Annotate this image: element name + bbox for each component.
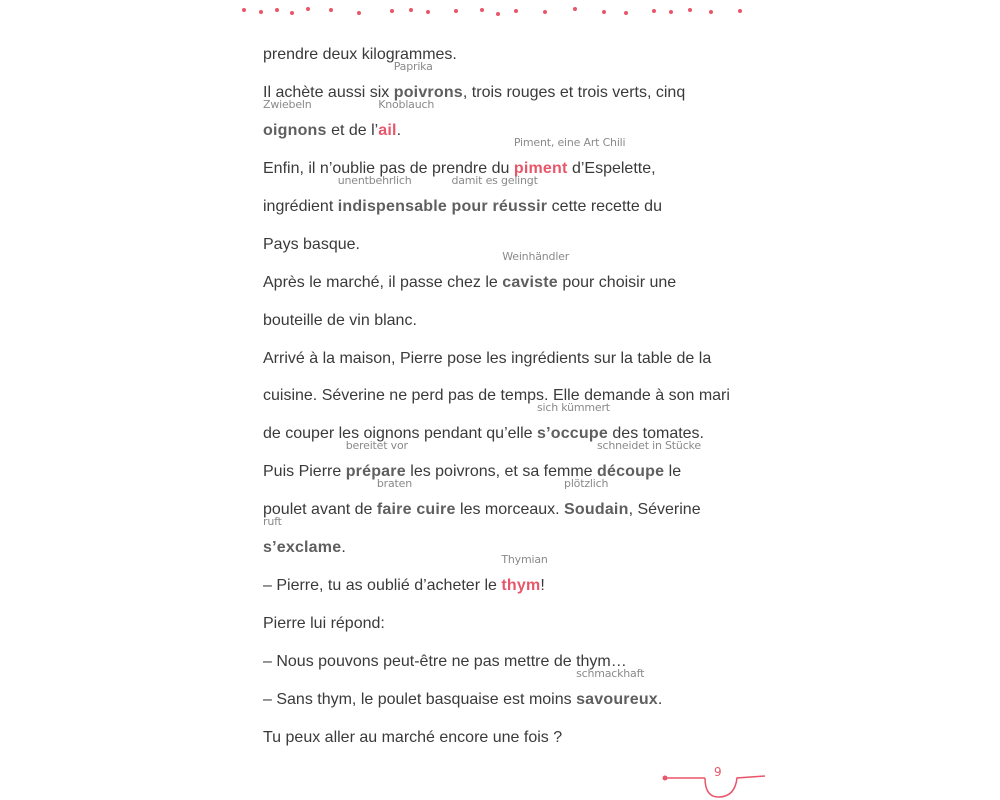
text-run: ingrédient <box>263 198 338 215</box>
text-run: – Nous pouvons peut-être ne pas mettre de thym… <box>263 653 627 670</box>
text-run: Tu peux aller au marché encore une fois ? <box>263 729 563 746</box>
text-run: , trois rouges et trois verts, cinq <box>462 84 686 101</box>
text-run: pour choisir une <box>557 274 677 291</box>
vocab-gloss: damit es gelingt <box>451 174 538 187</box>
decorative-dot-border <box>0 0 1000 20</box>
text-run: d’Espelette, <box>567 160 656 177</box>
text-line <box>263 667 663 710</box>
decorative-dot <box>409 8 413 12</box>
decorative-dot <box>738 9 742 13</box>
text-run: . <box>341 539 346 556</box>
vocab-gloss: Weinhändler <box>502 250 570 263</box>
decorative-dot <box>306 7 310 11</box>
text-line <box>263 614 385 634</box>
text-run: . <box>396 122 402 139</box>
text-run: – Sans thym, le poulet basquaise est moins <box>263 691 577 708</box>
decorative-dot <box>688 8 692 12</box>
vocab-word <box>576 667 658 710</box>
text-run: cette recette du <box>547 198 662 215</box>
text-run: , Séverine <box>628 501 701 518</box>
text-line <box>263 60 686 103</box>
text-line <box>263 349 711 369</box>
vocab-word <box>502 250 570 293</box>
vocab-word <box>263 98 327 141</box>
vocab-keyword: prépare <box>345 463 406 480</box>
vocab-keyword: découpe <box>597 463 665 480</box>
text-run: ! <box>540 577 545 594</box>
text-run: les poivrons, et sa femme <box>405 463 597 480</box>
decorative-dot <box>496 12 500 16</box>
vocab-word <box>564 477 629 520</box>
vocab-keyword: savoureux <box>576 691 658 708</box>
text-line <box>263 728 562 748</box>
text-run: Pays basque. <box>263 236 360 253</box>
text-run: Enfin, il n’oublie pas de prendre du <box>263 160 514 177</box>
vocab-keyword: oignons <box>263 122 327 139</box>
vocab-keyword: caviste <box>502 274 558 291</box>
vocab-gloss: schmackhaft <box>576 667 645 680</box>
decorative-dot <box>259 10 263 14</box>
vocab-gloss: Piment, eine Art Chili <box>513 136 626 149</box>
vocab-word <box>337 174 448 217</box>
text-line <box>263 553 548 596</box>
decorative-dot <box>573 7 577 11</box>
text-run: Après le marché, il passe chez le <box>263 274 503 291</box>
decorative-dot <box>480 8 484 12</box>
decorative-dot <box>454 9 458 13</box>
text-line <box>263 477 701 520</box>
vocab-gloss: Thymian <box>501 553 548 566</box>
text-line <box>263 439 701 482</box>
text-run: . <box>657 691 663 708</box>
decorative-dot <box>390 9 394 13</box>
text-line <box>263 515 346 558</box>
decorative-dot <box>290 11 294 15</box>
text-run: bouteille de vin blanc. <box>263 312 417 329</box>
decorative-dot <box>275 8 279 12</box>
vocab-gloss: braten <box>376 477 412 490</box>
decorative-dot <box>242 8 246 12</box>
vocab-gloss: Paprika <box>393 60 433 73</box>
text-line <box>263 235 360 255</box>
vocab-keyword: Soudain <box>564 501 629 518</box>
text-run: cuisine. Séverine ne perd pas de temps. Elle demande à son mari <box>263 387 730 404</box>
vocab-gloss: sich kümmert <box>536 401 610 414</box>
text-run: les morceaux. <box>455 501 565 518</box>
decorative-dot <box>602 10 606 14</box>
vocab-keyword: s’occupe <box>536 425 608 442</box>
text-run: Il achète aussi six <box>263 84 394 101</box>
text-run: des tomates. <box>607 425 704 442</box>
text-run: et de l’ <box>326 122 379 139</box>
vocab-keyword: pour réussir <box>451 198 548 215</box>
text-line <box>263 311 417 331</box>
vocab-word <box>263 515 342 558</box>
decorative-dot <box>357 11 361 15</box>
text-run: prendre deux kilogrammes. <box>263 46 457 63</box>
vocab-keyword: ail <box>378 122 397 139</box>
text-run: le <box>664 463 682 480</box>
text-line <box>263 386 730 406</box>
vocab-gloss: schneidet in Stücke <box>597 439 701 452</box>
vocab-word <box>378 98 435 141</box>
text-run: Arrivé à la maison, Pierre pose les ingrédients sur la table de la <box>263 350 712 367</box>
vocab-gloss: Zwiebeln <box>263 98 312 111</box>
decorative-dot <box>329 8 333 12</box>
page-number-ornament <box>655 762 770 800</box>
text-line <box>263 174 662 217</box>
text-run: Puis Pierre <box>263 463 346 480</box>
vocab-word <box>501 553 548 596</box>
vocab-gloss: plötzlich <box>564 477 609 490</box>
text-line <box>263 652 627 672</box>
text-run: de couper les oignons pendant qu’elle <box>263 425 537 442</box>
vocab-word <box>376 477 456 520</box>
text-line <box>263 98 435 141</box>
vocab-gloss: ruft <box>263 515 282 528</box>
text-run: – Pierre, tu as oublié d’acheter le <box>263 577 502 594</box>
vocab-keyword: poivrons <box>393 84 463 101</box>
vocab-gloss: unentbehrlich <box>337 174 412 187</box>
vocab-gloss: Knoblauch <box>378 98 435 111</box>
vocab-keyword: indispensable <box>337 198 448 215</box>
text-line <box>263 250 677 293</box>
vocab-keyword: s’exclame <box>263 539 342 556</box>
page-number: 9 <box>714 765 722 779</box>
decorative-dot <box>514 9 518 13</box>
vocab-keyword: thym <box>501 577 541 594</box>
decorative-dot <box>669 10 673 14</box>
decorative-dot <box>543 10 547 14</box>
decorative-dot <box>624 11 628 15</box>
vocab-keyword: piment <box>513 160 568 177</box>
decorative-dot <box>426 10 430 14</box>
text-run: poulet avant de <box>263 501 377 518</box>
vocab-keyword: faire cuire <box>376 501 456 518</box>
vocab-word <box>451 174 548 217</box>
vocab-gloss: bereitet vor <box>345 439 408 452</box>
decorative-dot <box>709 10 713 14</box>
text-run: Pierre lui répond: <box>263 615 385 632</box>
decorative-dot <box>652 9 656 13</box>
